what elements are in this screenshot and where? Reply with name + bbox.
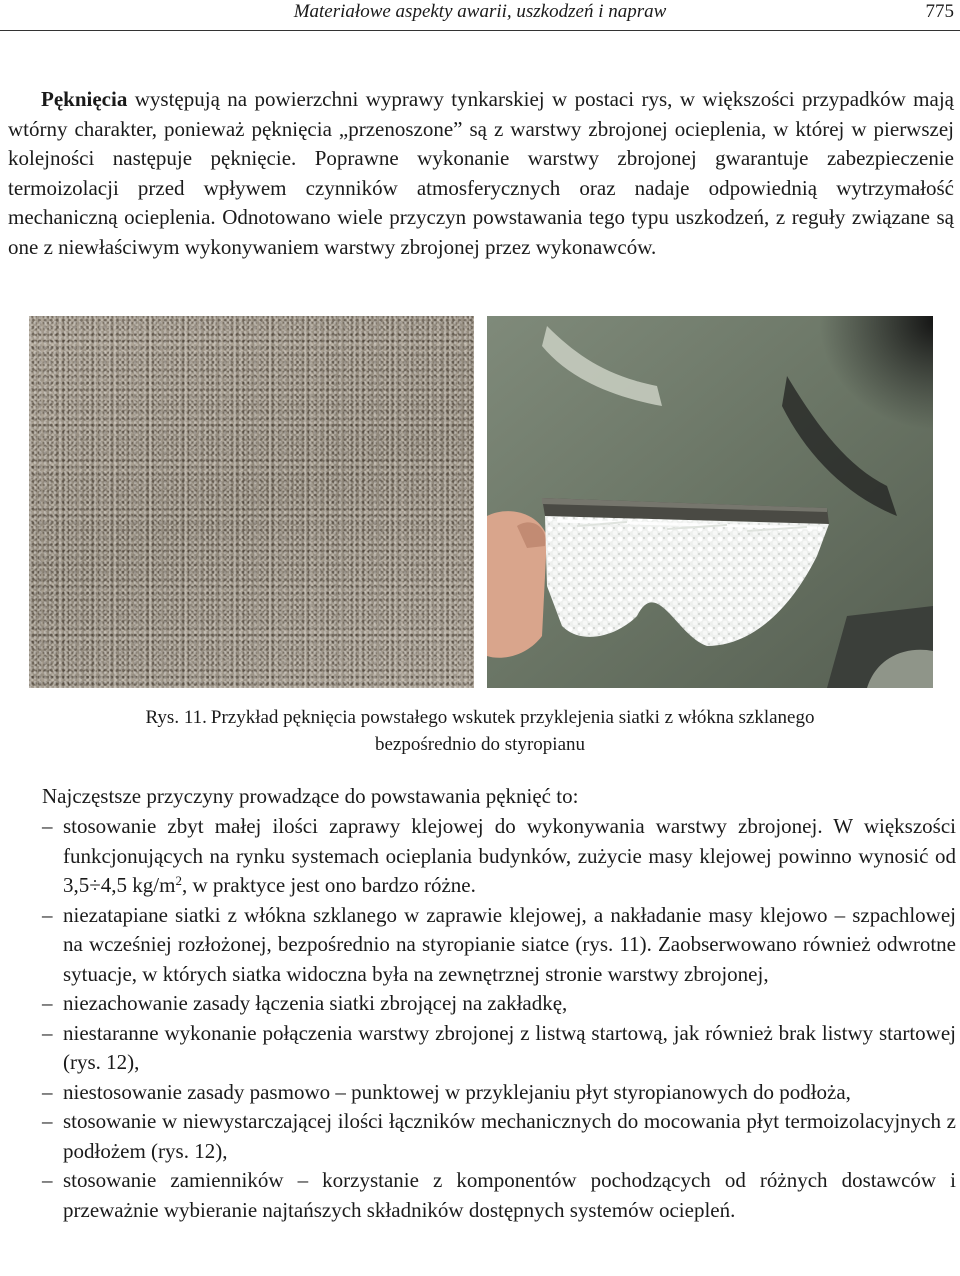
header-title: Materiałowe aspekty awarii, uszkodzeń i napraw bbox=[293, 1, 667, 22]
caption-line-1 bbox=[0, 704, 960, 731]
list-item-text: niestosowanie zasady pasmowo – punktowej w przyklejaniu płyt styropianowych do podłoża, bbox=[63, 1079, 851, 1104]
paragraph-text: występują na powierzchni wyprawy tynkarskiej w postaci rys, w większości przypadków mają wtórny charakter, ponieważ pęknięcia „przenoszone” są z warstwy zbrojonej ocieplenia, w której w pierwszej kolejności następuje pęknięcie. Poprawne wykonanie warstwy zbrojonej gwarantuje zabezpieczenie termoizolacji przed wpływem czynników atmosferycznych oraz nadaje odpowiednią wytrzymałość mechaniczną ocieplenia. Odnotowano wiele przyczyn powstawania tego typu uszkodzeń, z reguły związane są one z niewłaściwym wykonywaniem warstwy zbrojonej przez wykonawców. bbox=[8, 87, 954, 259]
page-number: 775 bbox=[925, 1, 954, 22]
photo-polystyrene-drawing bbox=[487, 316, 933, 688]
dash-bullet: – bbox=[42, 1020, 53, 1045]
photo-polystyrene-sample bbox=[487, 316, 933, 688]
list-item bbox=[42, 989, 956, 1019]
list-item-text: , w praktyce jest ono bardzo różne. bbox=[181, 873, 476, 897]
photo-plaster-surface bbox=[29, 316, 474, 688]
list-item bbox=[42, 1166, 956, 1225]
superscript: 2 bbox=[175, 873, 182, 888]
list-item-text: stosowanie zamienników – korzystanie z komponentów pochodzących od różnych dostawców i przeważnie wybieranie najtańszych składników dostępnych systemów ociepleń. bbox=[63, 1168, 956, 1222]
running-header bbox=[0, 0, 960, 31]
list-intro: Najczęstsze przyczyny prowadzące do powstawania pęknięć to: bbox=[42, 784, 579, 808]
causes-list bbox=[42, 812, 956, 1225]
list-item bbox=[42, 1078, 956, 1108]
caption-line-2: bezpośrednio do styropianu bbox=[374, 734, 585, 755]
dash-bullet: – bbox=[42, 814, 53, 838]
list-item-text: niezachowanie zasady łączenia siatki zbrojącej na zakładkę, bbox=[63, 991, 568, 1015]
list-item bbox=[42, 1107, 956, 1166]
dash-bullet: – bbox=[42, 1168, 53, 1192]
dash-bullet: – bbox=[42, 1109, 53, 1133]
dash-bullet: – bbox=[42, 902, 53, 927]
list-item-text: stosowanie w niewystarczającej ilości łączników mechanicznych do mocowania płyt termoizolacyjnych z podłożem (rys. 12), bbox=[63, 1109, 956, 1163]
list-item-text: niestaranne wykonanie połączenia warstwy zbrojonej z listwą startową, jak również brak listwy startowej (rys. 12), bbox=[63, 1020, 956, 1074]
list-item-text: stosowanie zbyt małej ilości zaprawy klejowej do wykonywania warstwy zbrojonej. W większości funkcjonujących na rynku systemach ocieplania budynków, zużycie masy klejowej powinno wynosić od 3,5÷4,5 kg/m bbox=[63, 814, 956, 897]
list-item bbox=[42, 901, 956, 990]
body-paragraph bbox=[8, 85, 954, 262]
list-item-text: niezatapiane siatki z włókna szklanego w zaprawie klejowej, a nakładanie masy klejowo – szpachlowej na wcześniej rozłożonej, bezpośrednio na styropianie siatce (rys. 11). Zaobserwowano również odwrotne sytuacje, w których siatka widoczna była na zewnętrznej stronie warstwy zbrojonej, bbox=[63, 902, 956, 986]
caption-text-1: Przykład pęknięcia powstałego wskutek przyklejenia siatki z włókna szklanego bbox=[210, 707, 815, 728]
list-item bbox=[42, 1019, 956, 1078]
figure-caption bbox=[0, 704, 960, 758]
list-item bbox=[42, 812, 956, 901]
dash-bullet: – bbox=[42, 991, 53, 1015]
figure-label: Rys. 11. bbox=[145, 707, 207, 728]
term-bold: Pęknięcia bbox=[41, 87, 128, 111]
dash-bullet: – bbox=[42, 1079, 53, 1104]
